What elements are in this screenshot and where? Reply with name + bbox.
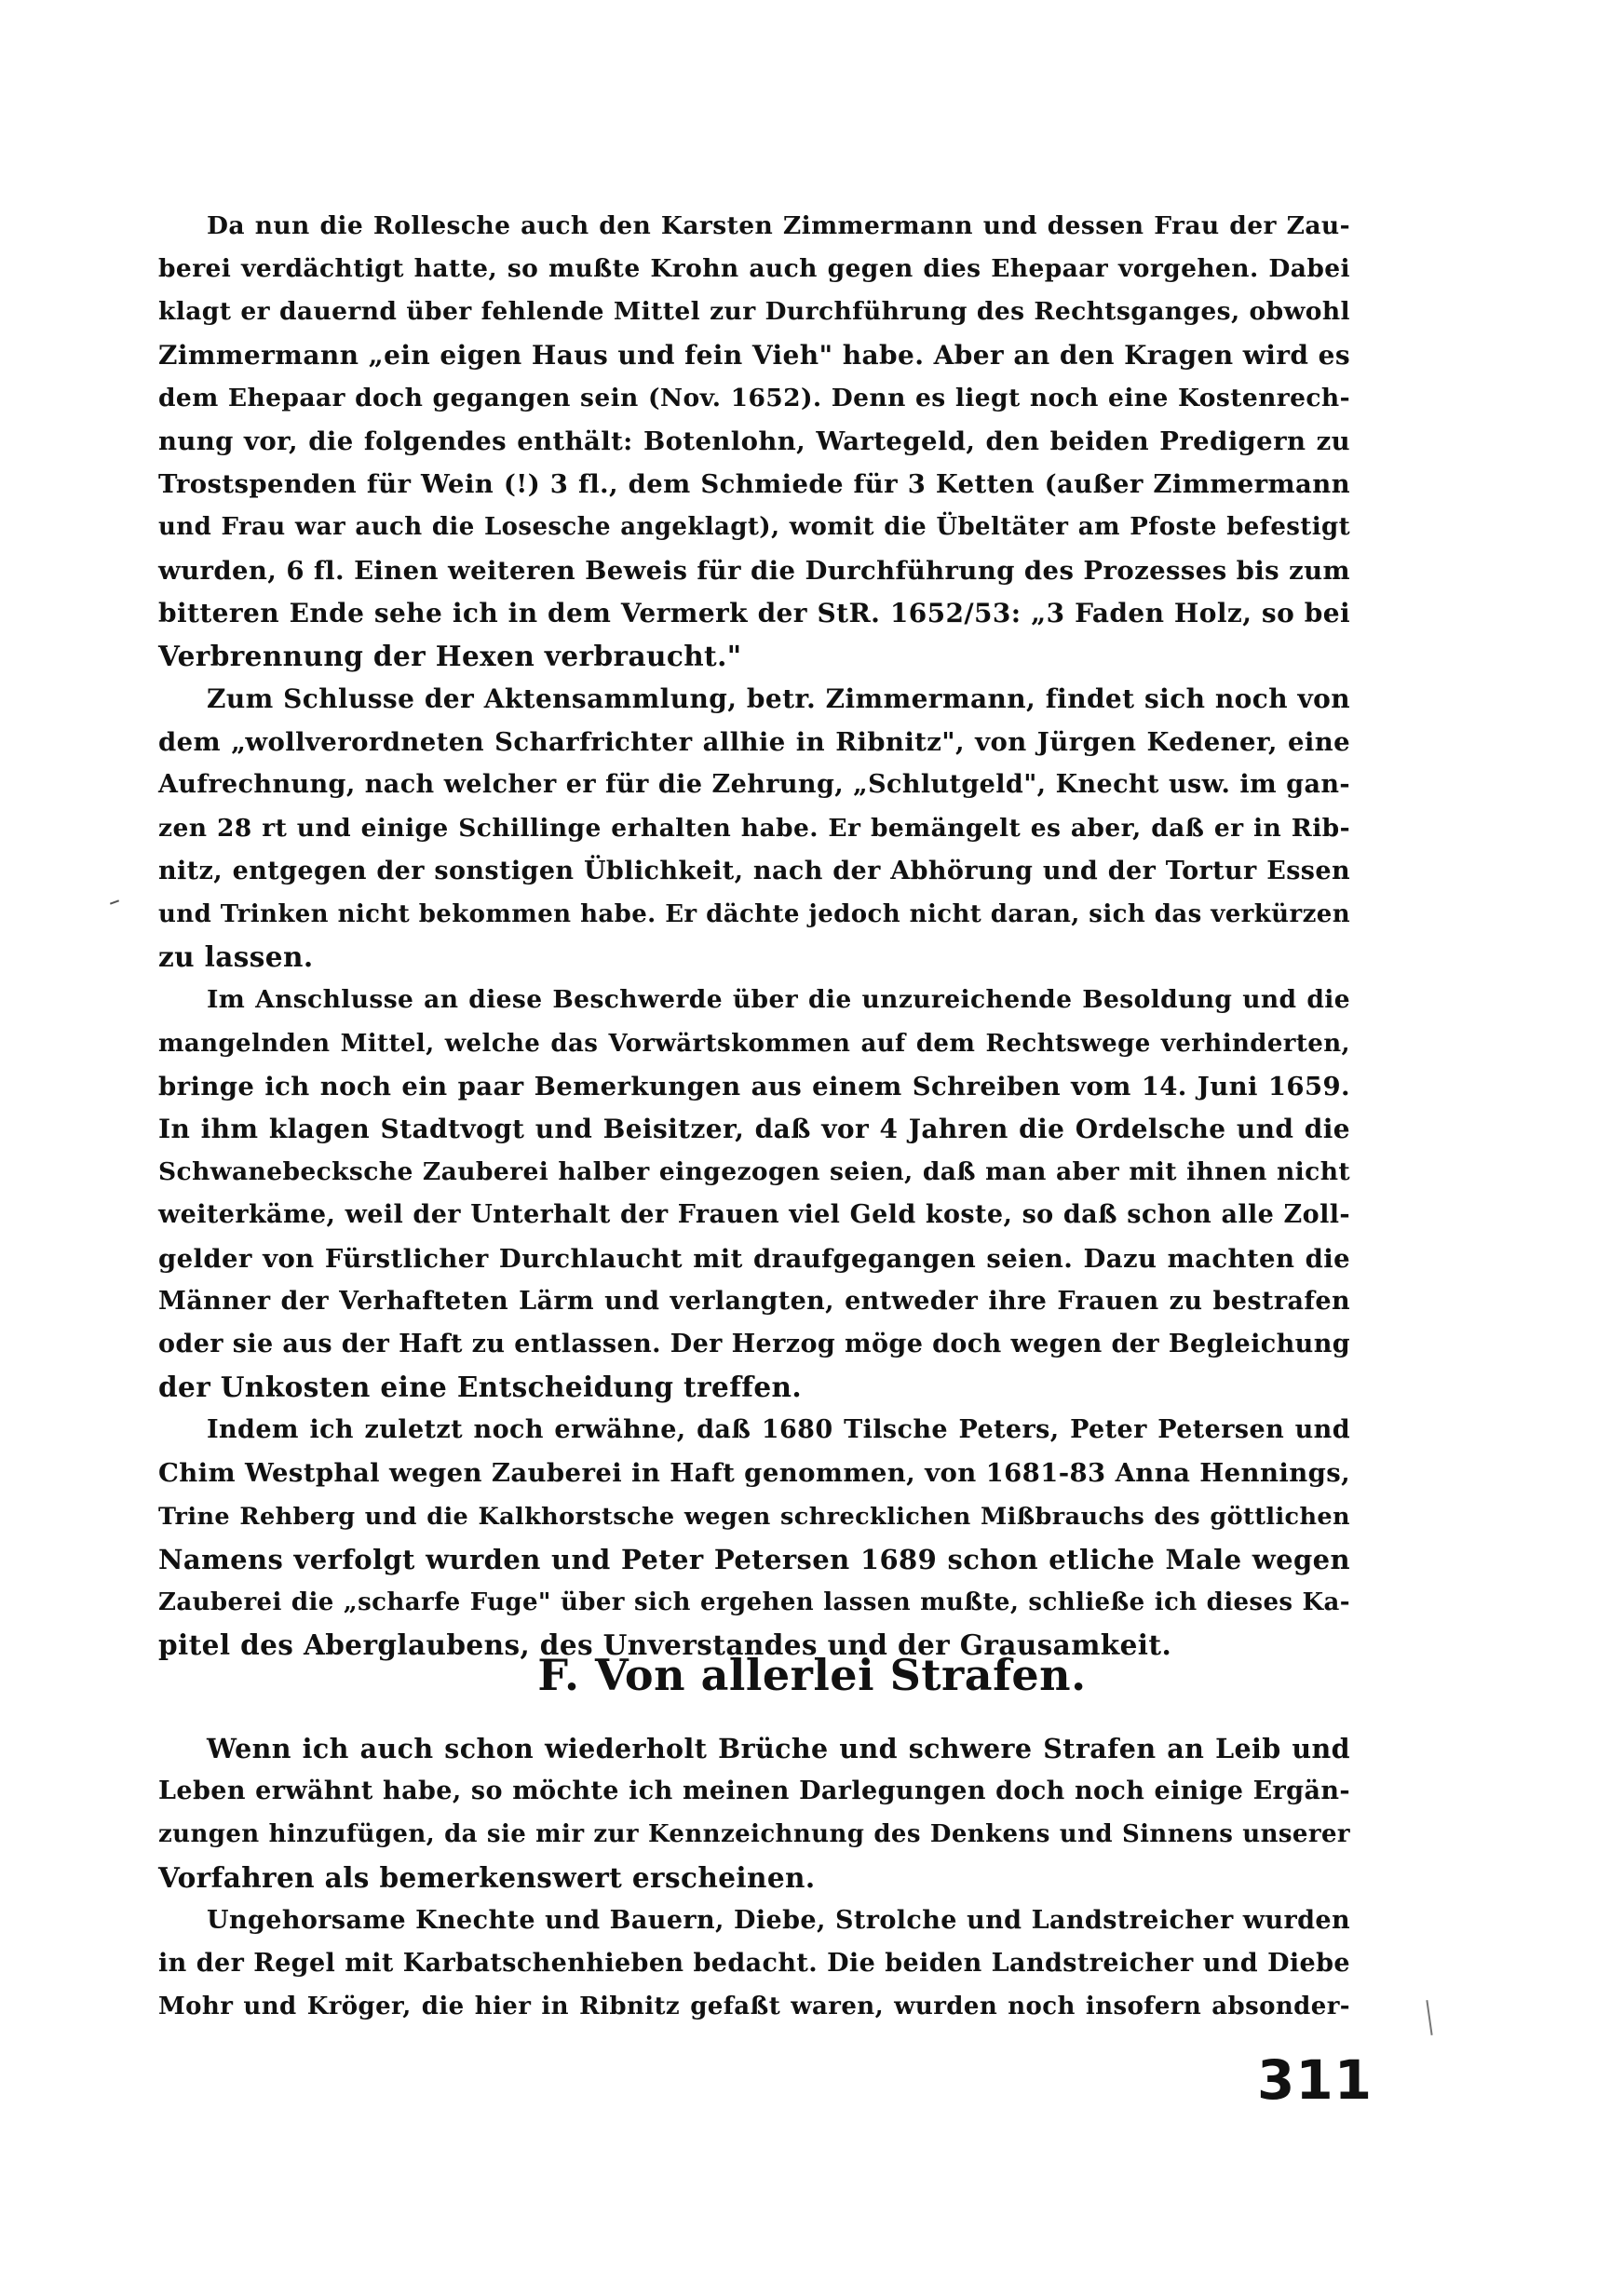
section-heading: F. Von allerlei Strafen. (537, 1650, 1087, 1700)
text-line: weiterkäme, weil der Unterhalt der Frauen viel Geld koste, so daß schon alle Zoll- (158, 1200, 1350, 1230)
text-line: nung vor, die folgendes enthält: Botenlohn, Wartegeld, den beiden Predigern zu (158, 426, 1350, 456)
page-number: 311 (1257, 2048, 1374, 2112)
text-section-punishments (158, 1727, 1350, 2028)
text-line: Zauberei die „scharfe Fuge" über sich ergehen lassen mußte, schließe ich dieses Ka- (158, 1588, 1350, 1616)
text-line: Verbrennung der Hexen verbraucht." (158, 639, 742, 672)
text-line: Männer der Verhafteten Lärm und verlangten, entweder ihre Frauen zu bestrafen (158, 1286, 1350, 1316)
text-line: Schwanebecksche Zauberei halber eingezogen seien, daß man aber mit ihnen nicht (158, 1157, 1350, 1187)
text-line: Namens verfolgt wurden und Peter Petersen 1689 schon etliche Male wegen (158, 1543, 1350, 1575)
text-line: Vorfahren als bemerkenswert erscheinen. (158, 1860, 816, 1894)
text-line: zungen hinzufügen, da sie mir zur Kennzeichnung des Denkens und Sinnens unserer (158, 1820, 1350, 1849)
text-line: zen 28 rt und einige Schillinge erhalten habe. Er bemängelt es aber, daß er in Rib- (158, 813, 1350, 843)
text-line: berei verdächtigt hatte, so mußte Krohn auch gegen dies Ehepaar vorgehen. Dabei (158, 254, 1350, 284)
text-line: Chim Westphal wegen Zauberei in Haft genommen, von 1681-83 Anna Hennings, (158, 1458, 1351, 1489)
text-line: und Trinken nicht bekommen habe. Er dächte jedoch nicht daran, sich das verkürzen (158, 900, 1350, 928)
text-line: gelder von Fürstlicher Durchlaucht mit draufgegangen seien. Dazu machten die (158, 1243, 1350, 1274)
text-line: nitz, entgegen der sonstigen Üblichkeit, nach der Abhörung und der Tortur Essen (158, 856, 1350, 885)
text-line: Ungehorsame Knechte und Bauern, Diebe, Strolche und Landstreicher wurden (207, 1905, 1350, 1935)
text-line: wurden, 6 fl. Einen weiteren Beweis für die Durchführung des Prozesses bis zum (158, 555, 1350, 586)
text-line: und Frau war auch die Losesche angeklagt), womit die Übeltäter am Pfoste befestigt (158, 513, 1350, 542)
text-section-witch-trials (158, 205, 1350, 1667)
edge-mark (1426, 2000, 1432, 2035)
text-line: Aufrechnung, nach welcher er für die Zehrung, „Schlutgeld", Knecht usw. im gan- (158, 770, 1350, 800)
text-line: Im Anschlusse an diese Beschwerde über die unzureichende Besoldung und die (207, 985, 1350, 1015)
text-line: Mohr und Kröger, die hier in Ribnitz gefaßt waren, wurden noch insofern absonder- (158, 1993, 1350, 2021)
text-line: Leben erwähnt habe, so möchte ich meinen Darlegungen doch noch einige Ergän- (158, 1777, 1350, 1806)
text-line: Da nun die Rollesche auch den Karsten Zimmermann und dessen Frau der Zau- (207, 211, 1350, 240)
text-line: zu lassen. (158, 940, 314, 974)
text-line: oder sie aus der Haft zu entlassen. Der Herzog möge doch wegen der Begleichung (158, 1329, 1350, 1358)
text-line: mangelnden Mittel, welche das Vorwärtskommen auf dem Rechtswege verhinderten, (158, 1029, 1350, 1058)
text-line: pitel des Aberglaubens, des Unverstandes und der Grausamkeit. (158, 1628, 1172, 1662)
text-line: In ihm klagen Stadtvogt und Beisitzer, daß vor 4 Jahren die Ordelsche und die (158, 1113, 1350, 1144)
text-line: Zimmermann „ein eigen Haus und fein Vieh" habe. Aber an den Kragen wird es (158, 339, 1350, 371)
text-line: Wenn ich auch schon wiederholt Brüche und schwere Strafen an Leib und (207, 1733, 1350, 1764)
margin-mark (110, 899, 119, 904)
text-line: Trostspenden für Wein (!) 3 fl., dem Schmiede für 3 Ketten (außer Zimmermann (158, 469, 1350, 500)
text-line: Trine Rehberg und die Kalkhorstsche wegen schrecklichen Mißbrauchs des göttlichen (158, 1502, 1350, 1531)
text-line: klagt er dauernd über fehlende Mittel zur Durchführung des Rechtsganges, obwohl (158, 297, 1350, 327)
text-line: Indem ich zuletzt noch erwähne, daß 1680 Tilsche Peters, Peter Petersen und (207, 1415, 1350, 1445)
text-line: bitteren Ende sehe ich in dem Vermerk der StR. 1652/53: „3 Faden Holz, so bei (158, 597, 1350, 628)
text-line: dem „wollverordneten Scharfrichter allhie in Ribnitz", von Jürgen Kedener, eine (158, 727, 1350, 758)
text-line: der Unkosten eine Entscheidung treffen. (158, 1371, 803, 1404)
text-line: dem Ehepaar doch gegangen sein (Nov. 1652). Denn es liegt noch eine Kostenrech- (158, 383, 1350, 412)
text-line: bringe ich noch ein paar Bemerkungen aus einem Schreiben vom 14. Juni 1659. (158, 1071, 1350, 1101)
text-line: Zum Schlusse der Aktensammlung, betr. Zimmermann, findet sich noch von (207, 683, 1350, 715)
text-line: in der Regel mit Karbatschenhieben bedacht. Die beiden Landstreicher und Diebe (158, 1948, 1350, 1978)
